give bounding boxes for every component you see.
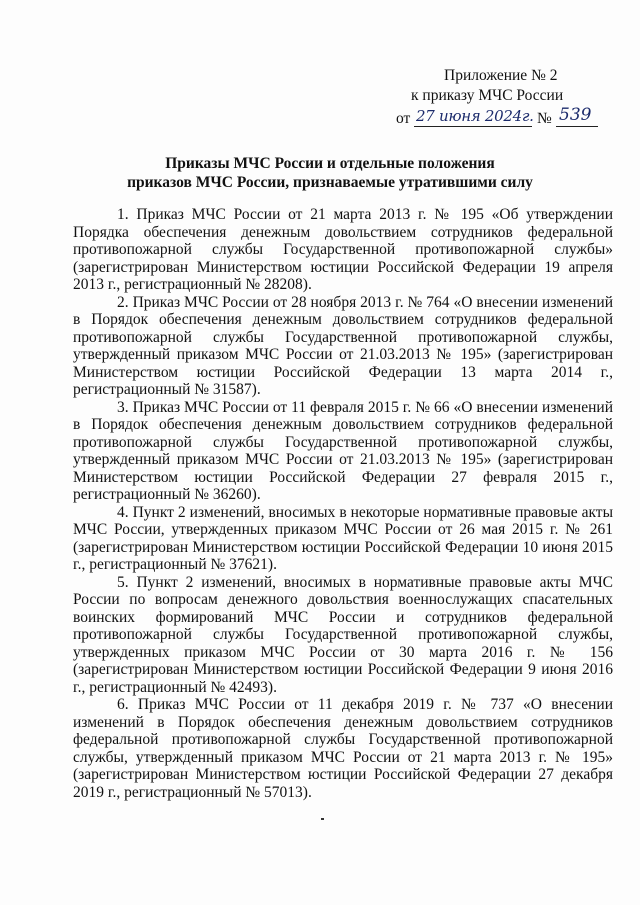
list-item: 1. Приказ МЧС России от 21 марта 2013 г. № 195 «Об утверждении Порядка обеспечения денежным довольствием сотрудников федеральной противопожарной службы Государственной противопожарной службы» (зарегистрирован Министерством юстиции Российской Федерации 19 апреля 2013 г., регистрационный № 28208). (73, 206, 613, 293)
handwritten-order-number: 539 (559, 105, 592, 125)
date-underline (414, 126, 532, 127)
list-item: 3. Приказ МЧС России от 11 февраля 2015 г. № 66 «О внесении изменений в Порядок обеспечения денежным довольствием сотрудников федеральной противопожарной службы Государственной противопожарной службы, утвержденный приказом МЧС России от 21.03.2013 № 195» (зарегистрирован Министерством юстиции Российской Федерации 27 февраля 2015 г., регистрационный № 36260). (73, 398, 613, 503)
date-prefix: от (396, 110, 411, 127)
scan-speck (321, 818, 324, 820)
handwritten-date: 27 июня 2024г. (416, 107, 534, 125)
title-line-1: Приказы МЧС России и отдельные положения (165, 155, 495, 172)
list-item: 4. Пункт 2 изменений, вносимых в некоторые нормативные правовые акты МЧС России, утвержденных приказом МЧС России от 26 мая 2015 г. № 261 (зарегистрирован Министерством юстиции Российской Федерации 10 июня 2015 г., регистрационный № 37621). (73, 503, 613, 573)
list-item: 5. Пункт 2 изменений, вносимых в нормативные правовые акты МЧС России по вопросам денежного довольствия военнослужащих спасательных воинских формирований МЧС России и сотрудников федеральной противопожарной службы Государственной противопожарной службы, утвержденных приказом МЧС России от 30 марта 2016 г. № 156 (зарегистрирован Министерством юстиции Российской Федерации 9 июня 2016 г., регистрационный № 42493). (73, 573, 613, 696)
number-underline (556, 126, 598, 127)
list-item: 6. Приказ МЧС России от 11 декабря 2019 г. № 737 «О внесении изменений в Порядок обеспечения денежным довольствием сотрудников федеральной противопожарной службы Государственной противопожарной службы, утвержденный приказом МЧС России от 21 марта 2013 г. № 195» (зарегистрирован Министерством юстиции Российской Федерации 27 декабря 2019 г., регистрационный № 57013). (73, 696, 613, 801)
annex-order-reference: к приказу МЧС России (411, 87, 564, 104)
annex-date-number-line (396, 106, 616, 130)
annex-header (396, 66, 616, 130)
document-title (60, 154, 600, 192)
document-body (73, 206, 613, 801)
list-item: 2. Приказ МЧС России от 28 ноября 2013 г. № 764 «О внесении изменений в Порядок обеспечения денежным довольствием сотрудников федеральной противопожарной службы Государственной противопожарной службы, утвержденный приказом МЧС России от 21.03.2013 № 195» (зарегистрирован Министерством юстиции Российской Федерации 13 марта 2014 г., регистрационный № 31587). (73, 293, 613, 398)
number-prefix: № (537, 110, 552, 127)
title-line-2: приказов МЧС России, признаваемые утратившими силу (127, 174, 533, 191)
annex-number: Приложение № 2 (444, 67, 558, 84)
